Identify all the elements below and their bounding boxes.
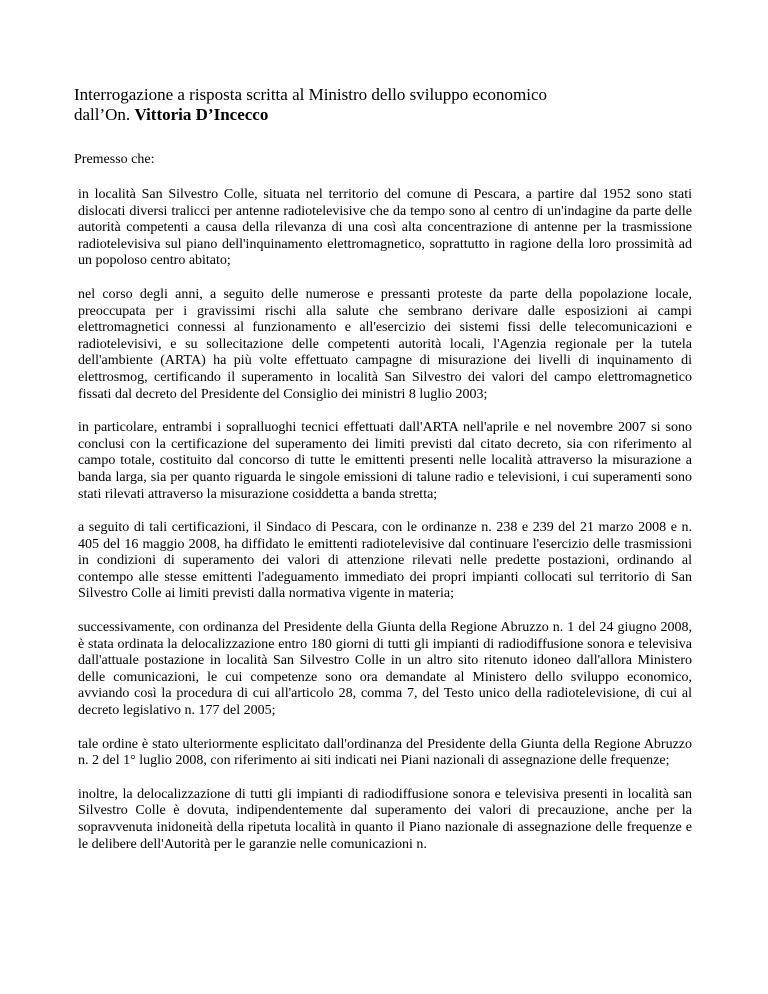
paragraph-7: inoltre, la delocalizzazione di tutti gli impianti di radiodiffusione sonora e televisiva presenti in località san Silvestro Colle è dovuta, indipendentemente dal superamento dei valori di precauzione, anche per la sopravvenuta inidoneità della ripetuta località in quanto il Piano nazionale di assegnazione delle frequenze e le delibere dell'Autorità per le garanzie nelle comunicazioni n. <box>78 786 692 852</box>
paragraph-5: successivamente, con ordinanza del Presidente della Giunta della Regione Abruzzo n. 1 del 24 giugno 2008, è stata ordinata la delocalizzazione entro 180 giorni di tutti gli impianti di radiodiffusione sonora e televisiva dall'attuale postazione in località San Silvestro Colle in un altro sito ritenuto idoneo dall'allora Ministero delle comunicazioni, le cui competenze sono ora demandate al Ministero dello sviluppo economico, avviando così la procedura di cui all'articolo 28, comma 7, del Testo unico della radiotelevisione, di cui al decreto legislativo n. 177 del 2005; <box>78 620 692 719</box>
title-author: Vittoria D’Incecco <box>134 105 269 124</box>
document-body <box>78 187 692 870</box>
paragraph-2: nel corso degli anni, a seguito delle numerose e pressanti proteste da parte della popolazione locale, preoccupata per i gravissimi rischi alla salute che sembrano derivare dalle esposizioni ai campi elettromagnetici connessi al funzionamento e all'esercizio dei sistemi fissi delle telecomunicazioni e radiotelevisivi, e su sollecitazione delle competenti autorità locali, l'Agenzia regionale per la tutela dell'ambiente (ARTA) ha più volte effettuato campagne di misurazione dei livelli di inquinamento di elettrosmog, certificando il superamento in località San Silvestro dei valori del campo elettromagnetico fissati dal decreto del Presidente del Consiglio dei ministri 8 luglio 2003; <box>78 286 692 402</box>
title-line-1: Interrogazione a risposta scritta al Ministro dello sviluppo economico <box>74 85 548 104</box>
paragraph-1: in località San Silvestro Colle, situata nel territorio del comune di Pescara, a partire dal 1952 sono stati dislocati diversi tralicci per antenne radiotelevisive che da tempo sono al centro di un'indagine da parte delle autorità competenti a causa della rilevanza di una così alta concentrazione di antenne per la trasmissione radiotelevisiva sul piano dell'inquinamento elettromagnetico, soprattutto in ragione della loro prossimità ad un popoloso centro abitato; <box>78 187 692 269</box>
title-prefix: dall’On. <box>74 105 135 124</box>
document-title <box>74 85 694 125</box>
title-line-2 <box>74 105 694 125</box>
paragraph-4: a seguito di tali certificazioni, il Sindaco di Pescara, con le ordinanze n. 238 e 239 del 21 marzo 2008 e n. 405 del 16 maggio 2008, ha diffidato le emittenti radiotelevisive dal continuare l'esercizio delle trasmissioni in condizioni di superamento dei valori di attenzione rilevati nelle predette postazioni, ordinando al contempo alle stesse emittenti l'adeguamento immediato dei propri impianti collocati sul territorio di San Silvestro Colle ai limiti previsti dalla normativa vigente in materia; <box>78 520 692 602</box>
premise-heading: Premesso che: <box>74 152 155 167</box>
paragraph-6: tale ordine è stato ulteriormente esplicitato dall'ordinanza del Presidente della Giunta della Regione Abruzzo n. 2 del 1° luglio 2008, con riferimento ai siti indicati nei Piani nazionali di assegnazione delle frequenze; <box>78 736 692 769</box>
paragraph-3: in particolare, entrambi i sopralluoghi tecnici effettuati dall'ARTA nell'aprile e nel novembre 2007 si sono conclusi con la certificazione del superamento dei limiti previsti dal citato decreto, sia con riferimento al campo totale, costituito dal concorso di tutte le emittenti presenti nelle località attraverso la misurazione a banda larga, sia per quanto riguarda le singole emissioni di talune radio e televisioni, i cui superamenti sono stati rilevati attraverso la misurazione cosiddetta a banda stretta; <box>78 420 692 502</box>
